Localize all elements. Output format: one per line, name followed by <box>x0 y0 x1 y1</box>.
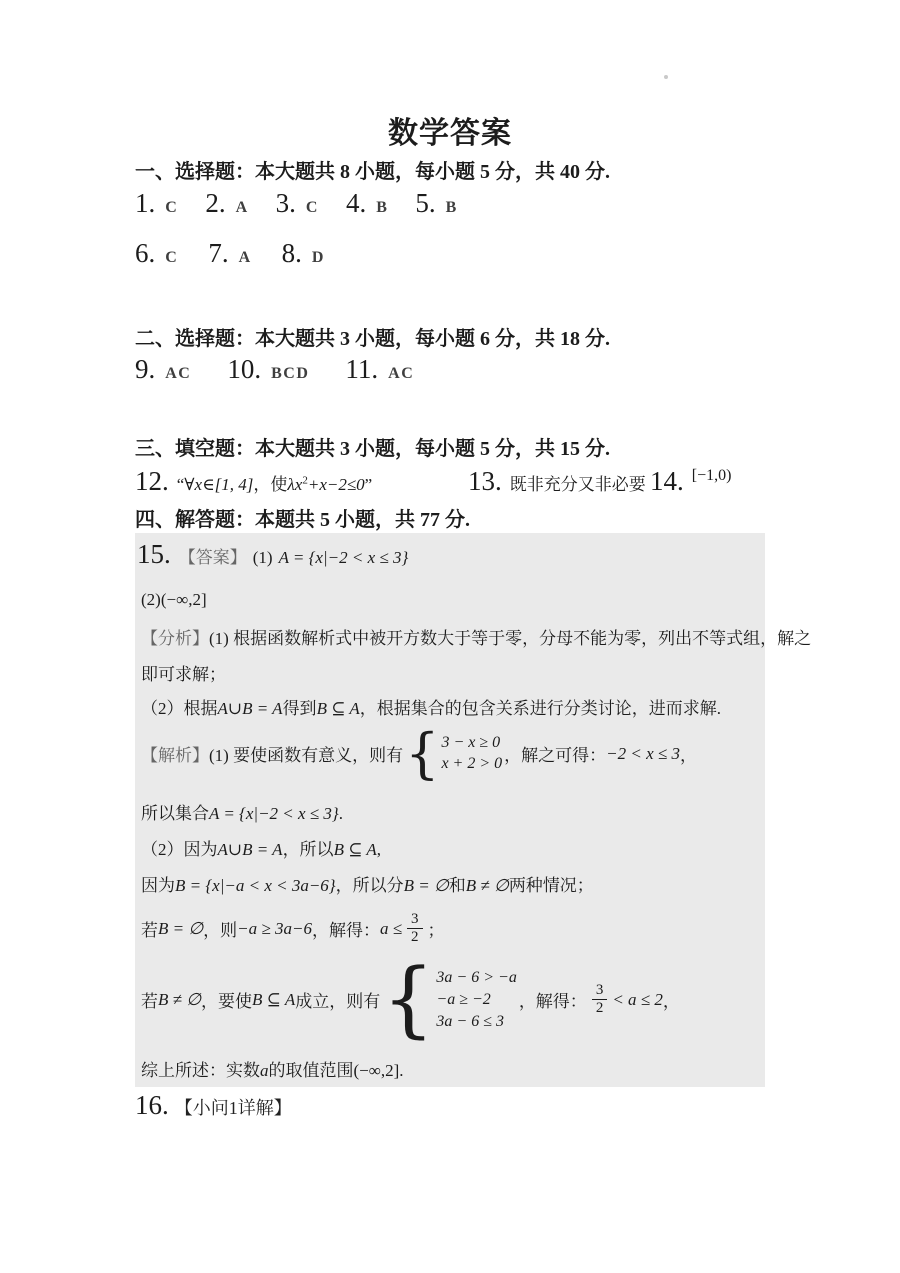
answer-text: [−1,0) <box>691 467 732 484</box>
q15-solution-line-1 <box>141 722 697 785</box>
answer-item <box>135 356 191 383</box>
fraction <box>592 982 608 1018</box>
answers-row-6-8 <box>135 240 325 267</box>
answer-letter: C <box>165 199 179 216</box>
answer-letter: B <box>376 199 389 216</box>
section3-heading: 三、填空题：本大题共 3 小题，每小题 5 分，共 15 分. <box>135 438 610 460</box>
text-fragment: . <box>399 1061 404 1080</box>
math-expression: (−∞,2] <box>353 1061 400 1080</box>
math-expression: A∪B = A <box>217 840 283 859</box>
text-fragment: 所以集合 <box>141 804 209 823</box>
math-expression: B ≠ ∅ <box>465 876 509 895</box>
text-fragment: 若 <box>141 992 158 1012</box>
quote-close: ” <box>364 475 373 494</box>
math-expression: B = ∅ <box>403 876 449 895</box>
math-expression: λx <box>287 475 303 494</box>
subquestion-label: 【小问1详解】 <box>174 1098 292 1118</box>
text-fragment: 两种情况； <box>508 876 594 895</box>
part-number: (1) <box>252 548 273 567</box>
text-fragment: ， <box>662 992 680 1012</box>
text-fragment: (1) 根据函数解析式中被开方数大于等于零，分母不能为零，列出不等式组，解之 <box>209 629 812 648</box>
text-fragment: ； <box>427 921 445 941</box>
question-number: 12. <box>135 466 169 496</box>
text-fragment: 得到 <box>282 699 317 718</box>
answer-letter: A <box>235 199 249 216</box>
math-expression: B = {x|−a < x < 3a−6} <box>175 876 336 895</box>
text-fragment: 和 <box>448 876 466 895</box>
smudge-dot <box>664 75 668 79</box>
math-expression: B ⊆ A <box>316 699 360 718</box>
brace-system <box>382 952 517 1047</box>
question-number: 5. <box>415 188 436 218</box>
answer-item <box>135 190 178 217</box>
text-fragment: ，解得： <box>311 921 380 941</box>
fraction-denominator: 2 <box>595 1000 604 1017</box>
answer-item <box>415 190 457 217</box>
q15-solution-line-4 <box>141 871 594 896</box>
math-expression: B ≠ ∅ <box>158 989 202 1009</box>
text-fragment: ，解之可得： <box>504 746 607 766</box>
answer-text: 既非充分又非必要 <box>509 475 646 494</box>
section2-heading: 二、选择题：本大题共 3 小题，每小题 6 分，共 18 分. <box>135 328 610 350</box>
question-number: 6. <box>135 238 156 268</box>
answer-letter: D <box>311 249 325 266</box>
system-rows <box>441 734 502 773</box>
question-number: 16. <box>135 1090 169 1120</box>
math-expression: −2 < x ≤ 3 <box>606 743 680 763</box>
question-number: 7. <box>208 238 229 268</box>
answer-item <box>345 356 414 383</box>
q15-analysis-line-2: 即可求解； <box>141 665 226 684</box>
fraction-numerator: 3 <box>592 982 608 1000</box>
text-fragment: , <box>376 840 382 859</box>
fraction-denominator: 2 <box>411 929 419 946</box>
page-title: 数学答案 <box>388 117 512 150</box>
question-number: 8. <box>281 238 302 268</box>
left-brace: { <box>382 952 435 1047</box>
text-fragment: (1) 要使函数有意义，则有 <box>209 746 404 766</box>
answer-item <box>227 356 309 383</box>
text-fragment: （2）根据 <box>141 699 218 718</box>
q15-analysis-line-3 <box>141 694 721 719</box>
answers-row-1-5 <box>135 190 458 217</box>
answer-item <box>135 240 178 267</box>
question16-line <box>135 1092 292 1120</box>
answer-letter: B <box>445 199 458 216</box>
question15-solution-box <box>135 533 812 1087</box>
q15-conclusion-line <box>141 1056 404 1081</box>
text-fragment: ，则 <box>203 921 238 941</box>
math-expression: −a ≥ 3a−6 <box>237 918 312 938</box>
answer-item <box>276 190 319 217</box>
question-number: 3. <box>275 188 296 218</box>
q15-analysis-line-1 <box>141 624 811 649</box>
question-number: 4. <box>345 188 367 218</box>
text-fragment: ， <box>679 746 697 766</box>
superscript: 2 <box>302 474 308 487</box>
fill-in-item-13 <box>468 468 646 495</box>
math-expression: B = ∅ <box>158 918 204 938</box>
text-fragment: ，所以分 <box>335 876 404 895</box>
answer-letter: BCD <box>271 365 310 382</box>
inequality: x + 2 > 0 <box>441 755 503 773</box>
question-number: 10. <box>227 354 262 384</box>
math-expression: A = {x|−2 < x ≤ 3} <box>278 548 409 567</box>
q15-answer-line <box>137 541 408 568</box>
fraction-numerator: 3 <box>407 911 423 929</box>
solution-label: 【解析】 <box>141 746 209 766</box>
text-fragment: 的取值范围 <box>268 1061 354 1080</box>
q15-answer-line-2: (2)(−∞,2] <box>141 590 207 609</box>
math-expression: B ⊆ A <box>252 989 296 1009</box>
text-fragment: ，要使 <box>201 992 253 1012</box>
answer-item <box>282 240 325 267</box>
math-expression: ∀x∈[1, 4] <box>184 475 254 494</box>
math-expression: A∪B = A <box>217 699 283 718</box>
inequality: 3a − 6 > −a <box>436 968 517 986</box>
answer-letter: C <box>305 199 319 216</box>
text-fragment: ，解得： <box>518 992 587 1012</box>
left-brace: { <box>405 722 440 785</box>
text-fragment: ，根据集合的包含关系进行分类讨论，进而求解. <box>359 699 722 718</box>
q15-solution-line-5 <box>141 911 445 947</box>
inequality: −a ≥ −2 <box>436 990 491 1008</box>
math-expression: A = {x|−2 < x ≤ 3} <box>209 804 339 823</box>
question-number: 9. <box>135 354 156 384</box>
text-fragment: . <box>338 804 343 823</box>
question-number: 14. <box>650 466 684 496</box>
brace-system <box>405 722 503 785</box>
answer-letter: AC <box>388 365 415 382</box>
math-expression: a <box>260 1061 269 1080</box>
text-fragment: 成立，则有 <box>295 992 381 1012</box>
question-number: 1. <box>135 188 156 218</box>
text-fragment: ，使 <box>253 475 288 494</box>
q15-solution-line-2 <box>141 799 343 824</box>
answers-row-9-11 <box>135 356 414 383</box>
answer-letter: AC <box>165 365 192 382</box>
inequality: 3 − x ≥ 0 <box>441 734 501 752</box>
q15-solution-line-6 <box>141 952 680 1047</box>
answer-label: 【答案】 <box>178 548 247 567</box>
section1-heading: 一、选择题：本大题共 8 小题，每小题 5 分，共 40 分. <box>135 161 610 183</box>
quote-open: “ <box>176 475 185 494</box>
answer-letter: A <box>238 249 252 266</box>
text-fragment: 综上所述：实数 <box>141 1061 260 1080</box>
math-expression: a ≤ <box>379 918 403 938</box>
question-number: 15. <box>137 539 171 569</box>
answer-letter: C <box>165 249 179 266</box>
math-expression: < a ≤ 2 <box>612 989 663 1009</box>
question-number: 11. <box>345 354 379 384</box>
answer-item <box>346 190 388 217</box>
q15-solution-line-3 <box>141 835 381 860</box>
inequality: 3a − 6 ≤ 3 <box>436 1012 504 1030</box>
math-expression: B ⊆ A <box>333 840 377 859</box>
math-expression: +x−2≤0 <box>307 475 365 494</box>
fill-in-item-12 <box>135 468 372 495</box>
analysis-label: 【分析】 <box>141 629 209 648</box>
fill-in-item-14 <box>650 468 731 495</box>
answer-text <box>177 470 372 495</box>
question-number: 2. <box>205 188 226 218</box>
answer-item <box>208 240 251 267</box>
fraction <box>407 911 423 947</box>
text-fragment: 若 <box>141 921 158 941</box>
question-number: 13. <box>468 466 502 496</box>
section4-heading: 四、解答题：本题共 5 小题，共 77 分. <box>135 509 470 531</box>
answer-item <box>205 190 248 217</box>
text-fragment: 因为 <box>141 876 175 895</box>
text-fragment: （2）因为 <box>141 840 218 859</box>
system-rows <box>436 969 516 1031</box>
text-fragment: ，所以 <box>282 840 334 859</box>
